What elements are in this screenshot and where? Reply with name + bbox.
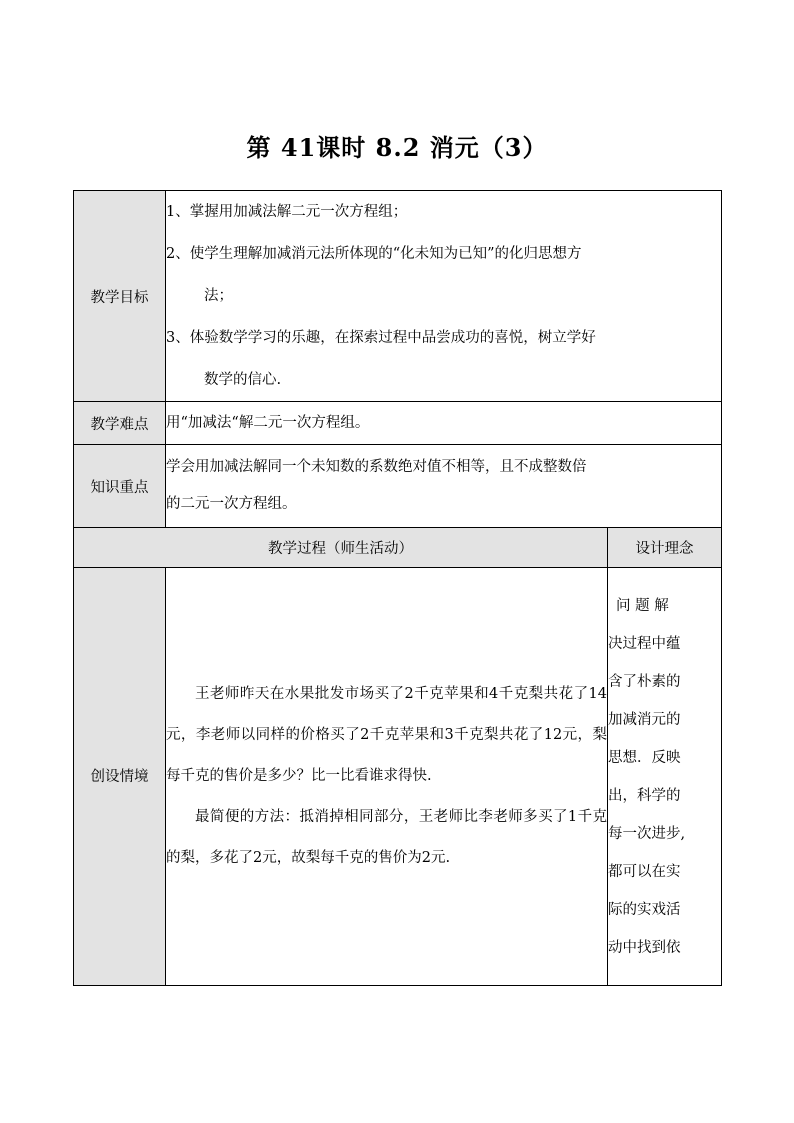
design-note-line: 都可以在实 [608,863,681,880]
scenario-paragraph: 最简便的方法：抵消掉相同部分，王老师比李老师多买了1千克的梨，多花了2元，故梨每千克的售价为2元. [166,809,607,866]
difficulty-content [166,402,722,445]
difficulty-text: 用“加减法“解二元一次方程组。 [166,415,370,431]
process-header-row [74,528,722,568]
design-note-line: 出，科学的 [608,787,681,804]
objective-item: 法； [204,288,233,304]
key-point-line: 的二元一次方程组。 [166,496,297,512]
page-title: 第 41课时 8.2 消元（3） [246,133,548,162]
difficulty-row [74,402,722,445]
scenario-design-note [608,568,722,986]
objectives-label: 教学目标 [74,191,166,402]
key-points-label: 知识重点 [74,445,166,528]
objective-item: 2、使学生理解加减消元法所体现的“化未知为已知”的化归思想方 [166,246,582,262]
scenario-row [74,568,722,986]
design-note-line: 含了朴素的 [608,673,681,690]
objective-item: 3、体验数学学习的乐趣，在探索过程中品尝成功的喜悦，树立学好 [166,330,596,346]
key-point-line: 学会用加减法解同一个未知数的系数绝对值不相等，且不成整数倍 [166,459,587,475]
key-points-row [74,445,722,528]
objective-item: 数学的信心. [204,372,282,388]
scenario-content [166,568,608,986]
concept-header: 设计理念 [608,528,722,568]
design-note-line: 每一次进步, [608,825,686,842]
objectives-row [74,191,722,402]
design-note-line: 问 题 解 [616,597,669,614]
difficulty-label: 教学难点 [74,402,166,445]
design-note-line: 动中找到依 [608,939,681,956]
scenario-paragraph: 王老师昨天在水果批发市场买了2千克苹果和4千克梨共花了14元，李老师以同样的价格买了2千克苹果和3千克梨共花了12元，梨每千克的售价是多少？比一比看谁求得快. [166,686,607,784]
process-header: 教学过程（师生活动） [74,528,608,568]
design-note-line: 决过程中蕴 [608,635,681,652]
scenario-label: 创设情境 [74,568,166,986]
design-note-line: 加减消元的 [608,711,681,728]
lesson-plan-table [73,190,722,986]
design-note-line: 思想．反映 [608,749,681,766]
key-points-content [166,445,722,528]
objectives-content [166,191,722,402]
objective-item: 1、掌握用加减法解二元一次方程组； [166,204,408,220]
design-note-line: 际的实戏活 [608,901,681,918]
